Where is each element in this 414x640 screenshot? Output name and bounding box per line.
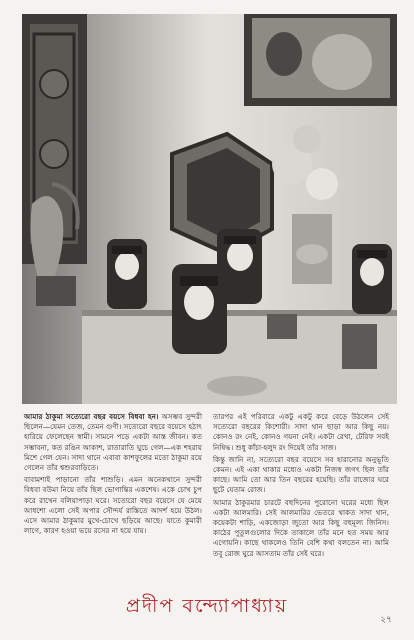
cover-photo (22, 14, 397, 404)
article-right-column (213, 412, 389, 561)
left-paragraph-1 (24, 412, 202, 473)
right-paragraph-2: কিন্তু জানি না, সত্যেরো বছর বয়েসে সব হারানোর অনুভূতি কেমন। এই একা থাকার মধ্যেও একটা নিজস্ব জগৎ ছিল তাঁর কাছে। আমি তো আর তিন বছরের হয়েছি। তাঁর রাজ্যের ঘরে ছুটে যেতাম রোজ। (213, 454, 389, 495)
article-left-column (24, 412, 202, 538)
author-byline: প্রদীপ বন্দ্যোপাধ্যায় (125, 595, 289, 617)
right-paragraph-3: আমার ঠাকুরমার চারটে বহুদিনের পুরোনো ঘরের মধ্যে ছিল একটা আলমারি। সেই আলমারির ভেতরে থাকত সাদা থান, কয়েকটা শাড়ি, একজোড়া জুতো আর কিছু বহুমূল্য জিনিস। কাঠের পুতুলগুলোর দিকে তাকালে তাঁর মনে হত সময় আর এগোয়নি। কাছে থাকলেও তিনি বেশি কথা বলতেন না। আমি তবু রোজ ঘুরে আসতাম তাঁর সেই ঘরে। (213, 497, 389, 558)
lead-sentence: আমার ঠাকুমা সত্যেরো বছর বয়সে বিধবা হন। (24, 412, 159, 421)
page-number: ২৭ (380, 615, 392, 625)
right-paragraph-1: তারপর এই পরিবারে একটু একটু করে বেড়ে উঠলেন সেই সত্যেরো বছরের কিশোরী। সাদা থান ছাড়া আর কিছু নয়। কোনও রং নেই, কোনও গয়না নেই। একটা রেখা, টেরিফ সবই নিষিদ্ধ। শুধু কাঁচা-হলুদ রং দিয়েই তাঁর সাজ। (213, 412, 389, 452)
left-paragraph-1-text: অসম্ভব সুন্দরী ছিলেন—যেমন তেজ, তেমন গুণী। সত্যেরো বছরে বয়েসে হঠাৎ হারিয়ে ফেলেছেন স্বামী। সামনে পড়ে একটা আস্ত জীবন। কত সম্ভাবনা, কত রঙিন আকাশ, রাতারাতি ঘুচে গেল—এক শহরায় মিশে গেল যেন। সাদা থানে এবাবা কাশফুলের মতো ঠাকুমা রয়ে গেলেন তাঁর শ্বশুরবাড়িতে। (24, 412, 202, 473)
left-paragraph-2: বাবামশাই পাড়ানো তাঁর শাশুড়ি। এমন অনেকখানে সুন্দরী বিধবা বউমা নিয়ে তাঁর ছিল ভোগান্তির একশেষ। একে চোখ চুপ করে রাখেন বলিয়াপাড়া ঘরে। সত্যেরো বছর বয়েসে যে মেয়ে আধশো এলো সেই অপার সৌন্দর্য রাস্তিতে আদর্শ হয়ে উঠল। এসে আমার ঠাকুমার মুখে-চোখে ছড়িয়ে আছে। যাতে কুমারী লাগে, কারণ হওয়া ভয়ে রসের না হয়ে যায়। (24, 475, 202, 536)
